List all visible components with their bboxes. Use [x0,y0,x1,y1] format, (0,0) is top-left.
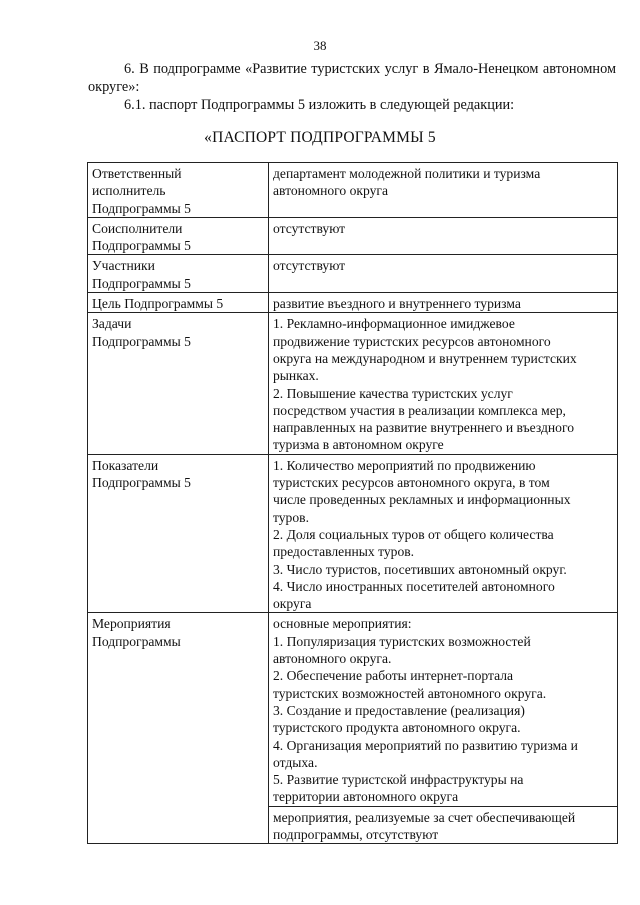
table-row [88,163,618,218]
intro-paragraph-1: 6. В подпрограмме «Развитие туристских услуг в Ямало-Ненецком автономном округе»: [88,61,616,95]
label-line: Соисполнители [92,220,183,236]
row-label [88,163,269,218]
value-line: туризма в автономном округе [273,437,444,453]
label-line: Показатели [92,457,159,473]
row-label [88,313,269,454]
value-line: развитие въездного и внутреннего туризма [273,296,521,312]
value-line: 4. Число иностранных посетителей автономного [273,578,555,594]
label-line: Участники [92,258,155,274]
passport-table [87,162,618,844]
value-line: 2. Доля социальных туров от общего количества [273,526,554,542]
value-line: автономного округа [273,183,389,199]
row-value [269,217,618,255]
table-row [88,217,618,255]
label-line: Подпрограммы 5 [92,333,191,349]
value-line: туристского продукта автономного округа. [273,720,521,736]
value-line: числе проведенных рекламных и информационных [273,492,571,508]
table-row [88,255,618,293]
value-line: туров. [273,509,309,525]
value-line: рынках. [273,368,319,384]
row-value [269,163,618,218]
label-line: Подпрограммы 5 [92,475,191,491]
value-line: отсутствуют [273,220,346,236]
value-line: 2. Повышение качества туристских услуг [273,385,513,401]
value-line: 1. Рекламно-информационное имиджевое [273,316,515,332]
value-line: 1. Популяризация туристских возможностей [273,633,531,649]
row-value [269,293,618,313]
value-line: продвижение туристских ресурсов автономного [273,333,551,349]
value-line: 2. Обеспечение работы интернет-портала [273,668,514,684]
value-line: округа [273,596,312,612]
value-line: округа на международном и внутреннем туристских [273,350,577,366]
row-label [88,217,269,255]
value-line: 3. Число туристов, посетивших автономный округ. [273,561,567,577]
value-line: туристских возможностей автономного округа. [273,685,547,701]
row-label [88,613,269,844]
value-line: направленных на развитие внутреннего и въездного [273,420,574,436]
value-line: подпрограммы, отсутствуют [273,826,439,842]
value-line: автономного округа. [273,651,392,667]
value-line: отдыха. [273,754,318,770]
value-line: мероприятия, реализуемые за счет обеспечивающей [273,809,576,825]
label-line: исполнитель [92,183,166,199]
row-label [88,454,269,613]
label-line: Задачи [92,316,132,332]
passport-heading: «ПАСПОРТ ПОДПРОГРАММЫ 5 [204,129,436,146]
label-line: Подпрограммы 5 [92,238,191,254]
value-line: отсутствуют [273,258,346,274]
label-line: Мероприятия [92,616,171,632]
page-number: 38 [313,38,327,53]
value-line: территории автономного округа [273,789,459,805]
intro-paragraph-2: 6.1. паспорт Подпрограммы 5 изложить в следующей редакции: [124,97,515,113]
value-line: 5. Развитие туристской инфраструктуры на [273,772,524,788]
label-line: Ответственный [92,166,182,181]
row-value [269,313,618,454]
table-row [88,293,618,313]
intro-text [88,60,616,114]
value-line: 1. Количество мероприятий по продвижению [273,457,536,473]
row-value [269,454,618,613]
value-line: посредством участия в реализации комплекса мер, [273,402,566,418]
value-line: 4. Организация мероприятий по развитию туризма и [273,737,578,753]
table-row [88,613,618,806]
row-value [269,613,618,806]
value-line: 3. Создание и предоставление (реализация) [273,702,525,718]
label-line: Подпрограммы 5 [92,200,191,216]
table-row [88,313,618,454]
value-line: туристских ресурсов автономного округа, в том [273,475,550,491]
table-row [88,454,618,613]
row-label [88,293,269,313]
row-value-extra [269,806,618,844]
label-line: Подпрограммы 5 [92,275,191,291]
row-value [269,255,618,293]
value-line: предоставленных туров. [273,544,415,560]
label-line: Цель Подпрограммы 5 [92,296,224,312]
value-line: департамент молодежной политики и туризма [273,166,541,181]
row-label [88,255,269,293]
label-line: Подпрограммы [92,633,181,649]
value-line: основные мероприятия: [273,616,412,632]
